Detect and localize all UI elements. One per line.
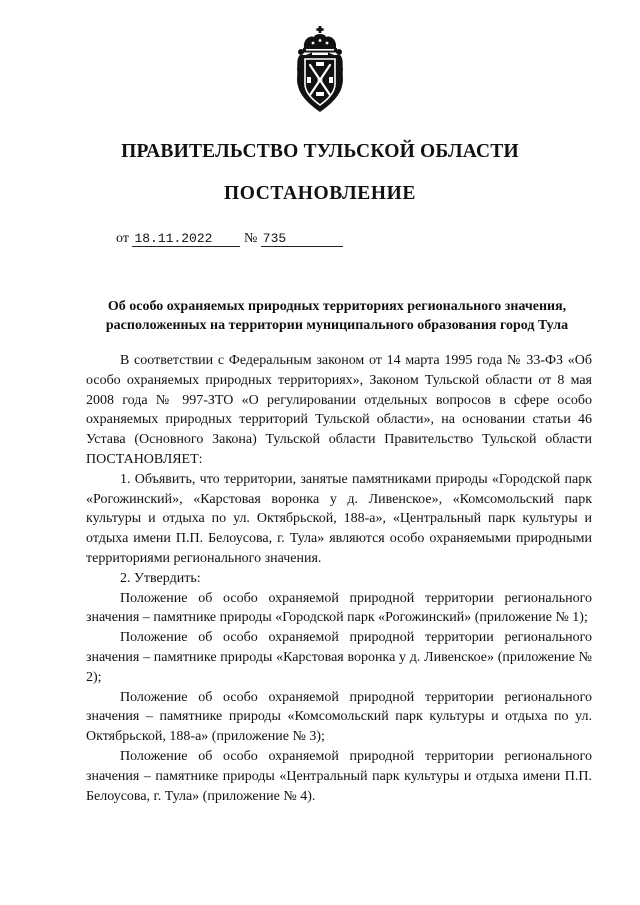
document-number: 735 [261, 231, 343, 247]
number-label: № [243, 231, 258, 246]
date-number-line [116, 231, 343, 247]
body-paragraph: Положение об особо охраняемой природной территории регионального значения – памятнике природы «Центральный парк культуры и отдыха имени П.П. Белоусова, г. Тула» (приложение № 4). [86, 748, 592, 804]
body-paragraph: 2. Утвердить: [120, 570, 201, 586]
document-body [86, 351, 592, 806]
document-date: 18.11.2022 [132, 231, 240, 247]
body-paragraph: Положение об особо охраняемой природной территории регионального значения – памятнике природы «Карстовая воронка у д. Ливенское» (приложение № 2); [86, 630, 592, 685]
body-paragraph: Положение об особо охраняемой природной территории регионального значения – памятнике природы «Городской парк «Рогожинский» (приложение № 1); [86, 590, 592, 626]
coat-of-arms-icon [296, 26, 344, 114]
document-type: ПОСТАНОВЛЕНИЕ [223, 183, 417, 204]
preamble-paragraph: В соответствии с Федеральным законом от 14 марта 1995 года № 33-ФЗ «Об особо охраняемых природных территориях», Законом Тульской области от 8 мая 2008 года № 997-ЗТО «О регулировании отдельных вопросов в сфере особо охраняемых природных территорий Тульской области», на основании статьи 46 Устава (Основного Закона) Тульской области Правительство Тульской области ПОСТАНОВЛЯЕТ: [86, 353, 592, 467]
body-paragraph: 1. Объявить, что территории, занятые памятниками природы «Городской парк «Рогожинский», «Карстовая воронка у д. Ливенское», «Комсомольский парк культуры и отдыха по ул. Октябрьской, 188-а», «Центральный парк культуры и отдыха имени П.П. Белоусова, г. Тула» являются особо охраняемыми природными территориями регионального значения. [86, 471, 592, 566]
date-label: от [116, 231, 129, 246]
government-title: ПРАВИТЕЛЬСТВО ТУЛЬСКОЙ ОБЛАСТИ [121, 141, 519, 162]
body-paragraph: Положение об особо охраняемой природной территории регионального значения – памятнике природы «Комсомольский парк культуры и отдыха по ул. Октябрьской, 188-а» (приложение № 3); [86, 689, 592, 745]
document-subject: Об особо охраняемых природных территориях регионального значения, расположенных на территории муниципального образования город Тула [105, 299, 569, 333]
